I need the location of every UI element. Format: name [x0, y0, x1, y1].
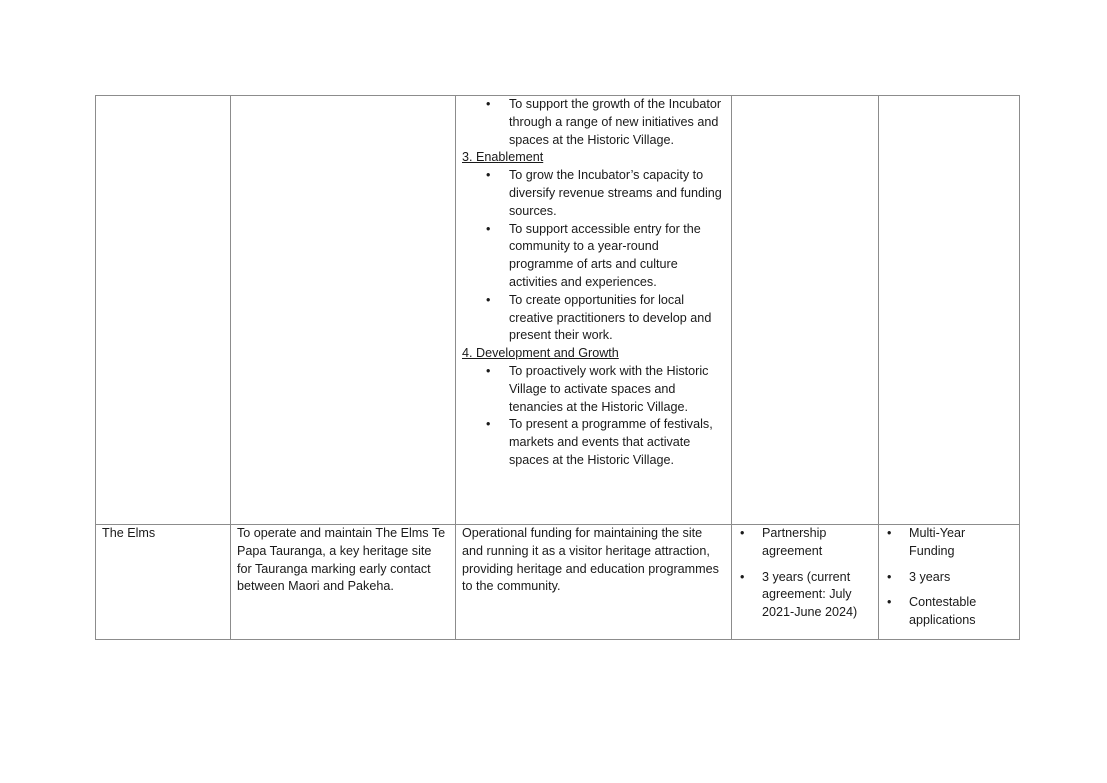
bullet-icon: • — [887, 595, 892, 610]
list-item: • To grow the Incubator’s capacity to diversify revenue streams and funding sources. — [486, 168, 722, 218]
list-item: • To support accessible entry for the community to a year-round programme of arts and culture activities and experiences. — [486, 221, 701, 289]
bullet-icon: • — [486, 363, 491, 378]
bullet-icon: • — [486, 292, 491, 307]
funding-list — [885, 525, 1013, 630]
name-cell — [96, 96, 231, 525]
bullet-icon: • — [887, 526, 892, 540]
list-item: • Partnership agreement — [740, 526, 827, 558]
section-heading-enablement: 3. Enablement — [462, 150, 544, 165]
bullet-icon: • — [486, 97, 491, 111]
list-item: • 3 years (current agreement: July 2021-June 2024) — [740, 569, 858, 620]
name-cell: The Elms — [96, 525, 231, 640]
development-list — [462, 363, 725, 470]
bullet-icon: • — [486, 417, 491, 432]
section-heading-development: 4. Development and Growth — [462, 346, 619, 361]
purpose-cell: To operate and maintain The Elms Te Papa Tauranga, a key heritage site for Tauranga marking early contact between Maori and Pakeha. — [231, 525, 456, 640]
table-row — [96, 525, 1020, 640]
list-item: • To proactively work with the Historic Village to activate spaces and tenancies at the Historic Village. — [486, 363, 709, 414]
agreement-cell — [732, 96, 879, 525]
objectives-lead-list — [462, 96, 725, 149]
description-cell: Operational funding for maintaining the site and running it as a visitor heritage attraction, providing heritage and education programmes to the community. — [456, 525, 732, 640]
bullet-icon: • — [486, 168, 491, 183]
purpose-cell — [231, 96, 456, 525]
bullet-icon: • — [887, 569, 892, 584]
agreement-cell — [732, 525, 879, 640]
bullet-icon: • — [486, 221, 491, 236]
enablement-list — [462, 167, 725, 345]
list-item: • To support the growth of the Incubator through a range of new initiatives and spaces at the Historic Village. — [486, 97, 722, 147]
bullet-icon: • — [740, 569, 745, 584]
funding-cell — [879, 96, 1020, 525]
list-item: • 3 years — [885, 569, 1013, 587]
bullet-icon: • — [740, 526, 745, 540]
list-item: • To present a programme of festivals, markets and events that activate spaces at the Historic Village. — [486, 417, 713, 467]
list-item: • To create opportunities for local creative practitioners to develop and present their work. — [486, 292, 712, 343]
objectives-cell — [456, 96, 732, 525]
list-item: • Multi-Year Funding — [887, 526, 966, 558]
agreement-list — [738, 525, 872, 622]
list-item: • Contestable applications — [887, 595, 977, 628]
funding-cell — [879, 525, 1020, 640]
table-row — [96, 96, 1020, 525]
funding-table — [95, 95, 1020, 640]
